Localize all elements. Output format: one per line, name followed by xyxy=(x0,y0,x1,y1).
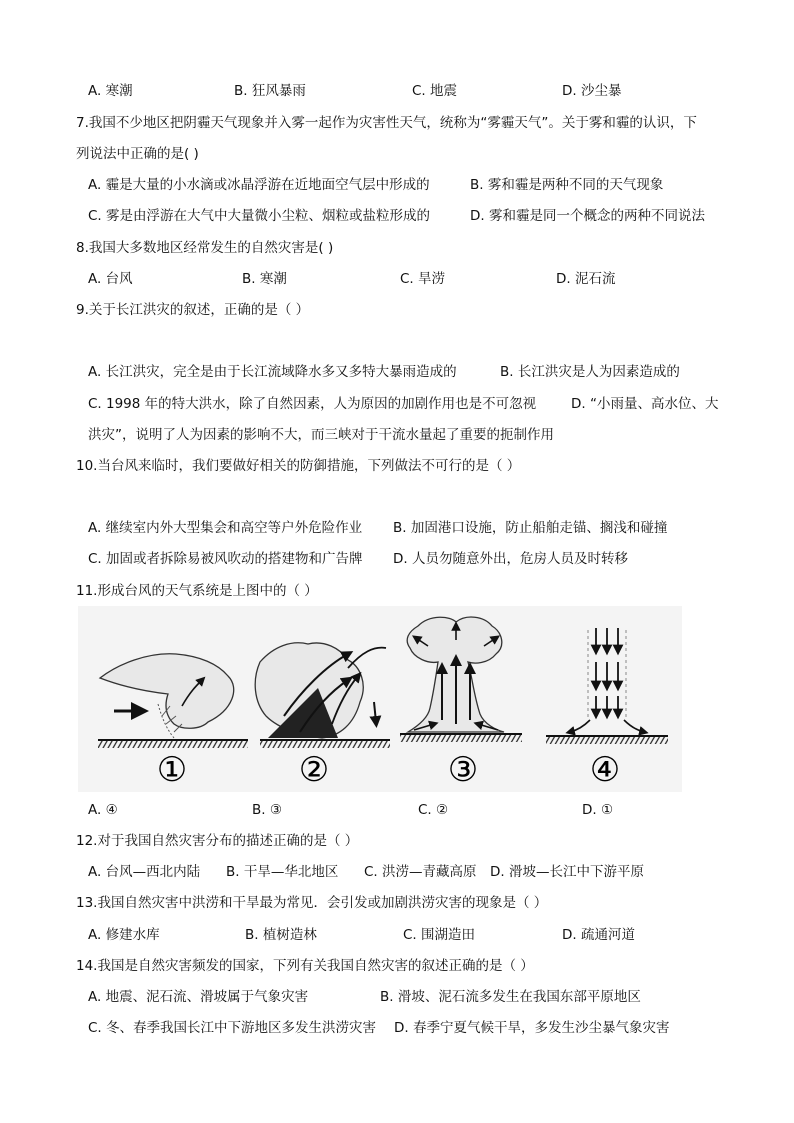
q7-stem-line1: 7.我国不少地区把阴霾天气现象并入雾一起作为灾害性天气，统称为“雾霾天气”。关于雾和霾的认识，下 xyxy=(76,115,697,131)
cyclone-diagram xyxy=(400,617,522,742)
weather-systems-diagram xyxy=(78,606,682,792)
q12-option-c: C. 洪涝—青藏高原 xyxy=(364,864,477,880)
q14-option-c: C. 冬、春季我国长江中下游地区多发生洪涝灾害 xyxy=(88,1020,377,1036)
q7-option-b: B. 雾和霾是两种不同的天气现象 xyxy=(470,177,664,193)
q13-option-a: A. 修建水库 xyxy=(88,927,160,943)
q6-option-a: A. 寒潮 xyxy=(88,83,133,99)
q8-option-d: D. 泥石流 xyxy=(556,271,616,287)
figure-label-1: ① xyxy=(156,750,188,790)
q14-option-d: D. 春季宁夏气候干旱，多发生沙尘暴气象灾害 xyxy=(394,1020,670,1036)
q11-option-d: D. ① xyxy=(582,802,614,818)
q9-option-a: A. 长江洪灾，完全是由于长江流域降水多又多特大暴雨造成的 xyxy=(88,364,457,380)
figure-label-2: ② xyxy=(298,750,330,790)
q14-option-b: B. 滑坡、泥石流多发生在我国东部平原地区 xyxy=(380,989,641,1005)
q9-option-d-continued: 洪灾”，说明了人为因素的影响不大，而三峡对于干流水量起了重要的扼制作用 xyxy=(88,427,554,443)
q10-stem: 10.当台风来临时，我们要做好相关的防御措施，下列做法不可行的是（ ） xyxy=(76,458,521,474)
warm-front-diagram xyxy=(255,643,390,748)
figure-label-4: ④ xyxy=(589,750,621,790)
q11-option-a: A. ④ xyxy=(88,802,118,818)
q6-option-c: C. 地震 xyxy=(412,83,458,99)
q6-option-d: D. 沙尘暴 xyxy=(562,83,622,99)
q8-option-a: A. 台风 xyxy=(88,271,133,287)
q10-option-d: D. 人员勿随意外出，危房人员及时转移 xyxy=(393,551,628,567)
q14-stem: 14.我国是自然灾害频发的国家，下列有关我国自然灾害的叙述正确的是（ ） xyxy=(76,958,534,974)
q8-stem: 8.我国大多数地区经常发生的自然灾害是( ) xyxy=(76,240,334,256)
q12-option-a: A. 台风—西北内陆 xyxy=(88,864,201,880)
q13-stem: 13.我国自然灾害中洪涝和干旱最为常见．会引发或加剧洪涝灾害的现象是（ ） xyxy=(76,895,548,911)
q10-option-a: A. 继续室内外大型集会和高空等户外危险作业 xyxy=(88,520,363,536)
q14-option-a: A. 地震、泥石流、滑坡属于气象灾害 xyxy=(88,989,309,1005)
q10-option-b: B. 加固港口设施，防止船舶走锚、搁浅和碰撞 xyxy=(393,520,668,536)
q11-option-c: C. ② xyxy=(418,802,449,818)
q12-stem: 12.对于我国自然灾害分布的描述正确的是（ ） xyxy=(76,833,359,849)
q12-option-d: D. 滑坡—长江中下游平原 xyxy=(490,864,644,880)
q7-stem-line2: 列说法中正确的是( ) xyxy=(76,146,199,162)
q13-option-c: C. 围湖造田 xyxy=(403,927,476,943)
q10-option-c: C. 加固或者拆除易被风吹动的搭建物和广告牌 xyxy=(88,551,363,567)
q13-option-b: B. 植树造林 xyxy=(245,927,317,943)
q13-option-d: D. 疏通河道 xyxy=(562,927,635,943)
q11-stem: 11.形成台风的天气系统是上图中的（ ） xyxy=(76,583,318,599)
q11-option-b: B. ③ xyxy=(252,802,282,818)
weather-systems-figure xyxy=(78,606,682,792)
q6-option-b: B. 狂风暴雨 xyxy=(234,83,306,99)
q9-option-b: B. 长江洪灾是人为因素造成的 xyxy=(500,364,680,380)
anticyclone-diagram xyxy=(546,628,668,744)
q9-option-d: D. “小雨量、高水位、大 xyxy=(571,396,719,412)
q7-option-a: A. 霾是大量的小水滴或冰晶浮游在近地面空气层中形成的 xyxy=(88,177,430,193)
q8-option-b: B. 寒潮 xyxy=(242,271,287,287)
q7-option-d: D. 雾和霾是同一个概念的两种不同说法 xyxy=(470,208,705,224)
q9-option-c: C. 1998 年的特大洪水，除了自然因素，人为原因的加剧作用也是不可忽视 xyxy=(88,396,537,412)
q8-option-c: C. 旱涝 xyxy=(400,271,446,287)
q9-stem: 9.关于长江洪灾的叙述，正确的是（ ） xyxy=(76,302,310,318)
q12-option-b: B. 干旱—华北地区 xyxy=(226,864,339,880)
q7-option-c: C. 雾是由浮游在大气中大量微小尘粒、烟粒或盐粒形成的 xyxy=(88,208,431,224)
cold-front-diagram xyxy=(98,654,248,748)
figure-label-3: ③ xyxy=(447,750,479,790)
